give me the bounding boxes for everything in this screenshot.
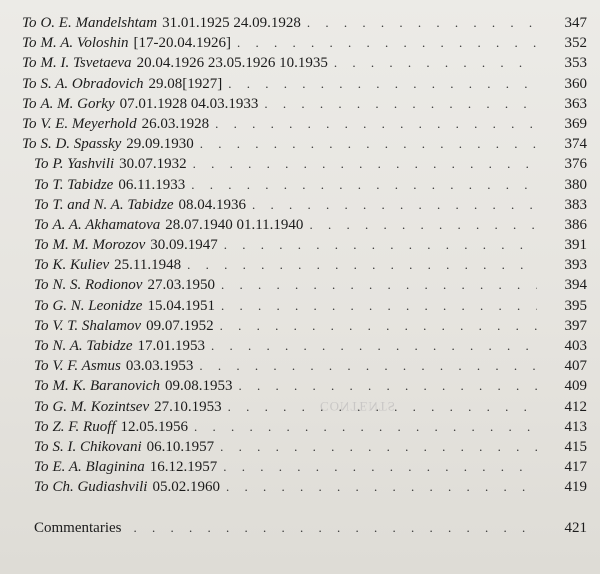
to-word: To [22,95,37,112]
to-word: To [34,358,49,375]
recipient-name: K. Kuliev [52,257,110,274]
letter-dates: 30.09.1947 [150,237,218,254]
letter-dates: 15.04.1951 [147,297,215,314]
toc-entry-title [34,255,181,275]
toc-entry [22,53,587,73]
page-number: 412 [564,398,587,415]
toc-entry-title [34,316,214,336]
dot-leader [200,134,537,154]
toc-entry [34,154,587,174]
recipient-name: G. M. Kozintsev [52,398,150,415]
toc-entry [34,275,587,295]
toc-entry-title [34,376,232,396]
commentaries-label: Commentaries [34,519,122,536]
toc-entry [34,336,587,356]
dot-leader [211,336,537,356]
toc-entry-title [34,296,215,316]
page-number: 395 [564,297,587,314]
dot-leader [334,53,537,73]
toc-entry-title [34,356,193,376]
recipient-name: M. A. Voloshin [40,35,129,52]
dot-leader [238,376,537,396]
toc-entry [34,316,587,336]
toc-entry-commentaries [22,518,587,538]
dot-leader [133,518,537,538]
toc-entry-title [22,33,231,53]
page-number: 397 [564,317,587,334]
recipient-name: V. F. Asmus [52,358,121,375]
toc-entry [34,356,587,376]
letter-dates: 26.03.1928 [141,115,210,132]
page-number: 369 [564,115,587,132]
to-word: To [34,317,49,334]
recipient-name: N. A. Tabidze [52,338,133,354]
letter-dates: 27.10.1953 [154,398,222,415]
page-number: 393 [564,257,587,274]
toc-entry-title [34,195,246,215]
page-number: 383 [564,196,587,213]
to-word: To [34,378,49,395]
recipient-name: T. Tabidze [52,176,114,193]
toc-entry [22,74,587,94]
recipient-name: S. A. Obradovich [40,75,144,92]
to-word: To [22,15,37,31]
recipient-name: E. A. Blaginina [52,459,145,476]
page-number: 352 [564,35,587,52]
letter-dates: 29.09.1930 [126,136,194,153]
page-number: 374 [564,136,587,153]
letter-dates: 28.07.1940 01.11.1940 [165,216,304,233]
dot-leader [228,397,537,417]
page-number: 407 [564,358,587,375]
dot-leader [220,437,537,457]
toc-entry-title [34,417,188,437]
page-number: 380 [564,176,587,193]
page-number: 415 [564,438,587,455]
letter-dates: 27.03.1950 [147,277,215,294]
to-word: To [34,216,49,233]
page-number: 403 [564,338,587,354]
to-word: To [34,156,49,173]
page-number: 391 [564,237,587,254]
page-number: 360 [564,75,587,92]
to-word: To [22,136,37,153]
letter-dates: 09.08.1953 [164,378,233,395]
toc-entry-title [34,397,222,417]
toc-entry [22,114,587,134]
dot-leader [224,235,537,255]
dot-leader [220,316,537,336]
toc-entry-title [34,215,303,235]
toc-entry [22,134,587,154]
letter-dates: 07.01.1928 04.03.1933 [119,95,259,112]
to-word: To [34,277,49,294]
letter-dates: 06.11.1933 [118,176,186,193]
to-word: To [34,398,49,415]
dot-leader [264,94,537,114]
recipient-name: N. S. Rodionov [52,277,143,294]
recipient-name: Z. F. Ruoff [52,418,116,435]
dot-leader [237,33,537,53]
toc-entry [34,477,587,497]
to-word: To [22,55,37,72]
to-word: To [22,115,37,132]
page-number: 376 [564,156,587,173]
toc-entry [34,457,587,477]
to-word: To [34,196,49,213]
to-word: To [34,418,49,435]
dot-leader [187,255,537,275]
dot-leader [221,296,537,316]
page-number: 421 [564,519,587,536]
letter-dates: 29.08[1927] [148,75,223,92]
toc-entry-title [34,275,215,295]
recipient-name: O. E. Mandelshtam [40,15,158,31]
toc-entry [34,376,587,396]
recipient-name: G. N. Leonidze [52,297,143,314]
page-number: 347 [564,15,587,31]
dot-leader [193,154,537,174]
to-word: To [34,237,49,254]
toc-entry [22,94,587,114]
toc-entry-title [22,114,209,134]
recipient-name: T. and N. A. Tabidze [52,196,174,213]
page-number: 394 [564,277,587,294]
dot-leader [194,417,537,437]
page-number: 353 [564,55,587,72]
toc-entry-title [22,94,258,114]
page-number: 413 [564,418,587,435]
page-number: 419 [564,479,587,496]
toc-entry [34,175,587,195]
toc-entry-title [34,235,218,255]
toc-entry [34,215,587,235]
page-number: 363 [564,95,587,112]
toc-entry [22,33,587,53]
to-word: To [22,35,37,52]
table-of-contents [22,13,587,538]
toc-entry-title [34,175,185,195]
toc-entry [34,296,587,316]
dot-leader [226,477,537,497]
dot-leader [199,356,537,376]
letter-dates: 08.04.1936 [178,196,246,213]
toc-entry [22,13,587,33]
letter-dates: 03.03.1953 [125,358,194,375]
page-number: 386 [564,216,587,233]
toc-entry-title [34,154,187,174]
to-word: To [34,338,49,354]
toc-entry [34,195,587,215]
toc-entry [34,255,587,275]
letter-dates: [17-20.04.1926] [133,35,232,52]
recipient-name: A. M. Gorky [40,95,115,112]
letter-dates: 17.01.1953 [137,338,205,354]
page-number: 409 [564,378,587,395]
toc-entry-title [22,134,194,154]
toc-entry [34,397,587,417]
letter-dates: 12.05.1956 [120,418,189,435]
letter-dates: 25.11.1948 [114,257,182,274]
to-word: To [34,297,49,314]
to-word: To [22,75,37,92]
recipient-name: P. Yashvili [52,156,115,173]
toc-entry-title [34,336,205,356]
letter-dates: 09.07.1952 [146,317,214,334]
toc-entry-title [22,13,301,33]
dot-leader [221,275,537,295]
to-word: To [34,459,49,476]
letter-dates: 30.07.1932 [119,156,187,173]
recipient-name: S. D. Spassky [40,136,122,153]
dot-leader [228,74,537,94]
to-word: To [34,479,49,496]
recipient-name: S. I. Chikovani [52,438,142,455]
toc-entry [34,235,587,255]
toc-entry-title [22,53,328,73]
dot-leader [307,13,537,33]
to-word: To [34,257,49,274]
toc-entry-title [34,457,217,477]
letter-dates: 16.12.1957 [149,459,218,476]
toc-entry [34,437,587,457]
recipient-name: V. T. Shalamov [52,317,142,334]
letter-dates: 05.02.1960 [152,479,220,496]
recipient-name: M. K. Baranovich [52,378,160,395]
dot-leader [252,195,537,215]
to-word: To [34,176,49,193]
recipient-name: M. I. Tsvetaeva [40,55,132,72]
recipient-name: Ch. Gudiashvili [52,479,148,496]
letter-dates: 06.10.1957 [146,438,215,455]
toc-entry [34,417,587,437]
dot-leader [215,114,537,134]
letter-dates: 31.01.1925 24.09.1928 [162,15,301,31]
toc-entry-title [34,477,220,497]
recipient-name: M. M. Morozov [52,237,146,254]
dot-leader [191,175,537,195]
letter-dates: 20.04.1926 23.05.1926 10.1935 [136,55,328,72]
recipient-name: V. E. Meyerhold [40,115,137,132]
dot-leader [309,215,537,235]
page-number: 417 [564,459,587,476]
to-word: To [34,438,49,455]
show-through-text: CONTENTS [320,399,396,414]
recipient-name: A. A. Akhamatova [52,216,161,233]
dot-leader [223,457,537,477]
toc-entry-title [22,74,222,94]
toc-entry-title [34,437,214,457]
